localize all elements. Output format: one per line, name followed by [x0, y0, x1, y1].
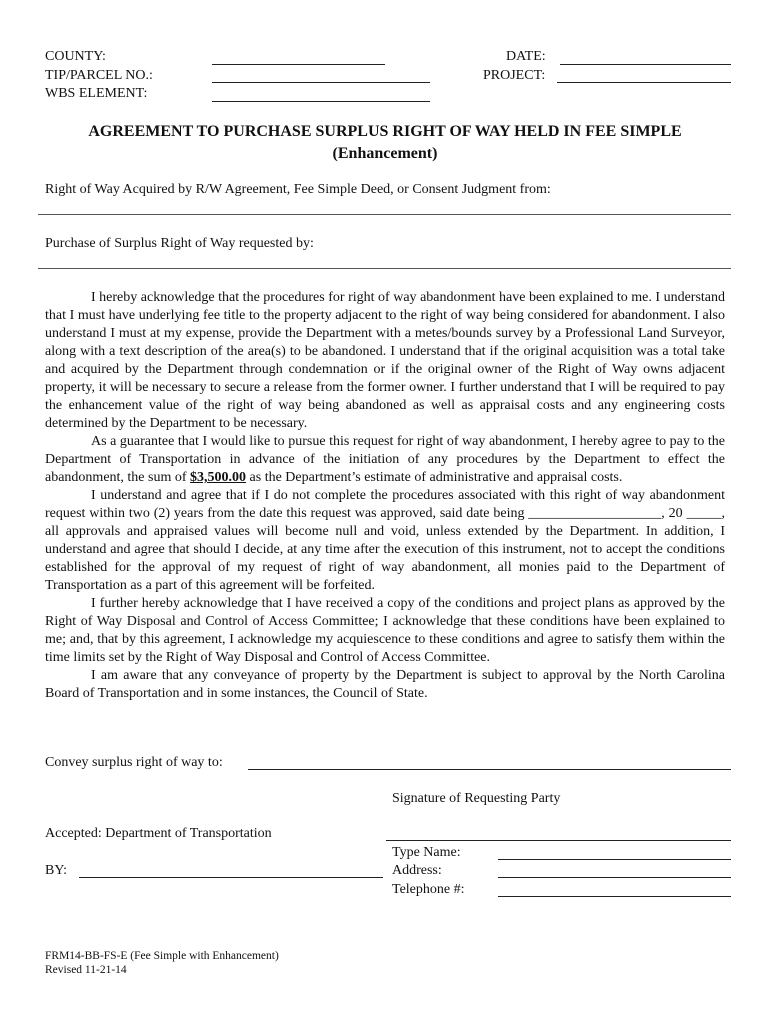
agreement-body — [45, 289, 725, 703]
revision-date: Revised 11-21-14 — [45, 964, 127, 976]
acquired-from-label: Right of Way Acquired by R/W Agreement, Fee Simple Deed, or Consent Judgment from: — [45, 182, 551, 197]
document-subtitle: (Enhancement) — [332, 145, 438, 162]
signature-line[interactable] — [386, 840, 731, 841]
project-field[interactable] — [557, 82, 731, 83]
date-label: DATE: — [506, 49, 546, 64]
paragraph-guarantee — [45, 433, 725, 487]
convey-to-label: Convey surplus right of way to: — [45, 755, 223, 770]
accepted-label: Accepted: Department of Transportation — [45, 826, 272, 841]
guarantee-text-before: As a guarantee that I would like to pursue this request for right of way abandonment, I hereby agree to pay to the Department of Transportation in advance of the initiation of any procedures by the Department to effect the abandonment, the sum of — [45, 434, 725, 485]
paragraph-time-limit: I understand and agree that if I do not complete the procedures associated with this right of way abandonment request within two (2) years from the date this request was approved, said date being ___________________, 20 _____, all approvals and appraised values will become null and void, unless extended by the Department. In addition, I understand and agree that should I decide, at any time after the execution of this instrument, not to accept the conditions established for the approval of my request of right of way abandonment, all monies paid to the Department of Transportation as a part of this agreement will be forfeited. — [45, 488, 725, 593]
form-id: FRM14-BB-FS-E (Fee Simple with Enhancement) — [45, 950, 279, 962]
telephone-field[interactable] — [498, 896, 731, 897]
paragraph-approval: I am aware that any conveyance of property by the Department is subject to approval by the North Carolina Board of Transportation and in some instances, the Council of State. — [45, 668, 725, 701]
signature-label: Signature of Requesting Party — [392, 791, 561, 806]
type-name-label: Type Name: — [392, 845, 461, 860]
date-field[interactable] — [560, 64, 731, 65]
guarantee-amount: $3,500.00 — [190, 470, 247, 485]
county-label: COUNTY: — [45, 49, 106, 64]
tip-parcel-field[interactable] — [212, 82, 430, 83]
paragraph-procedures: I hereby acknowledge that the procedures for right of way abandonment have been explained to me. I understand that I must have underlying fee title to the property adjacent to the right of way being considered for abandonment. I also understand I must at my expense, provide the Department with a metes/bounds survey by a Professional Land Surveyor, along with a text description of the area(s) to be abandoned. I understand that if the original acquisition was a total take and acquired by the Department through condemnation or if the original owner of the Right of Way owns adjacent property, it will be necessary to secure a release from the former owner. I further understand that I will be required to pay the enhancement value of the right of way being abandoned as well as appraisal costs and any engineering costs determined by the Department to be necessary. — [45, 290, 725, 431]
address-label: Address: — [392, 863, 442, 878]
paragraph-conditions: I further hereby acknowledge that I have received a copy of the conditions and project plans as approved by the Right of Way Disposal and Control of Access Committee; I acknowledge that these conditions have been explained to me; and, that by this agreement, I acknowledge my acquiescence to these conditions and agree to satisfy them within the time limits set by the Right of Way Disposal and Control of Access Committee. — [45, 596, 725, 665]
wbs-element-field[interactable] — [212, 101, 430, 102]
project-label: PROJECT: — [483, 68, 546, 83]
type-name-field[interactable] — [498, 859, 731, 860]
wbs-element-label: WBS ELEMENT: — [45, 86, 148, 101]
acquired-from-line[interactable] — [38, 214, 731, 215]
guarantee-text-after: as the Department’s estimate of administrative and appraisal costs. — [246, 470, 623, 485]
by-signature-field[interactable] — [79, 877, 383, 878]
telephone-label: Telephone #: — [392, 882, 465, 897]
requested-by-line[interactable] — [38, 268, 731, 269]
document-title: AGREEMENT TO PURCHASE SURPLUS RIGHT OF WAY HELD IN FEE SIMPLE — [88, 123, 682, 140]
county-field[interactable] — [212, 64, 385, 65]
by-label: BY: — [45, 863, 68, 878]
tip-parcel-label: TIP/PARCEL NO.: — [45, 68, 153, 83]
convey-to-field[interactable] — [248, 769, 731, 770]
requested-by-label: Purchase of Surplus Right of Way requested by: — [45, 236, 314, 251]
address-field[interactable] — [498, 877, 731, 878]
